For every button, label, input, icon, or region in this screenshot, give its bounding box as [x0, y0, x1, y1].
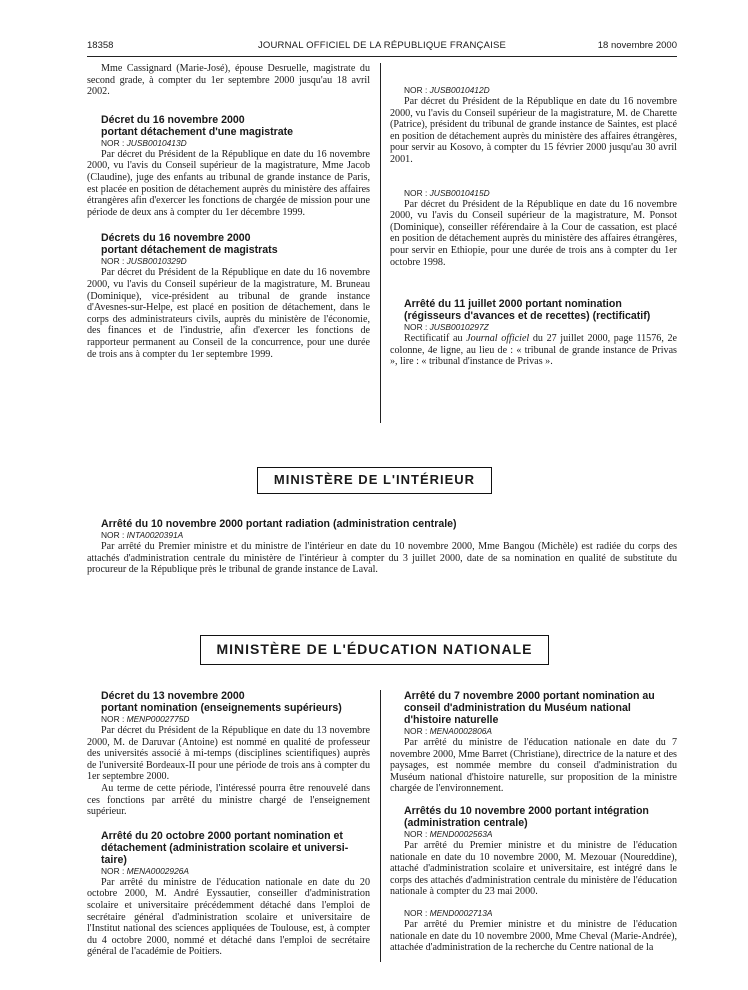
decree-title: Décrets du 16 novembre 2000 — [101, 232, 251, 245]
ministry-heading-interieur: MINISTÈRE DE L'INTÉRIEUR — [257, 467, 492, 494]
arrete-subtitle: d'histoire naturelle — [404, 714, 499, 726]
education-right-column — [390, 690, 677, 954]
header-rule — [87, 56, 677, 57]
column-divider — [380, 690, 381, 962]
journal-title: JOURNAL OFFICIEL DE LA RÉPUBLIQUE FRANÇAISE — [257, 40, 507, 51]
top-right-column — [390, 63, 677, 368]
rectificatif-body: Rectificatif au Journal officiel du 27 juillet 2000, page 11576, 2e colonne, 4e ligne, au lieu de : « tribunal de grande instance de Privas », lire : « tribunal d'instance de Privas ». — [390, 333, 677, 368]
page-header — [87, 40, 677, 54]
decree-subtitle: portant détachement d'une magistrate — [101, 125, 294, 138]
arrete-subtitle: détachement (administration scolaire et universi- — [101, 841, 349, 854]
nor-reference: NOR : JUSB0010329D — [101, 256, 187, 267]
decree-body: Par décret du Président de la République en date du 16 novembre 2000, vu l'avis du Conseil supérieur de la magistrature, Mme Jacob (Claudine), juge des enfants au tribunal de grande instance de Paris, est placée en position de détachement auprès du ministère des affaires étrangères afin d'exercer les fonctions de chargée de mission pour une période de deux ans à compter du 1er décembre 1999. — [87, 148, 370, 218]
arrete-subtitle: conseil d'administration du Muséum national — [404, 702, 631, 714]
column-divider — [380, 63, 381, 423]
nor-reference: NOR : JUSB0010415D — [404, 187, 490, 198]
arrete-subtitle: (administration centrale) — [404, 816, 528, 829]
arrete-subtitle: taire) — [101, 853, 127, 866]
arrete-subtitle: (régisseurs d'avances et de recettes) (rectificatif) — [404, 310, 651, 323]
nor-reference: NOR : MENP0002775D — [101, 714, 190, 724]
decree-body: Par décret du Président de la République en date du 13 novembre 2000, M. de Daruvar (Antoine) est nommé en qualité de professeur des universités associé à mi-temps (disciplines scientifiques) auprès de l'université Bordeaux-II pour une période de trois ans à compter du 1er septembre 2000. — [87, 725, 370, 783]
arrete-title: Arrêtés du 10 novembre 2000 portant intégration — [404, 804, 649, 817]
interieur-section — [87, 518, 677, 576]
arrete-body: Par arrêté du ministre de l'éducation nationale en date du 20 octobre 2000, M. André Eyssautier, conseiller d'administration scolaire et universitaire précédemment détaché dans l'emploi de secrétaire général d'administration scolaire et universitaire de l'Institut national des sciences appliquées de Toulouse, est, à compter du 4 octobre 2000, nommé et détaché dans l'emploi de secrétaire général de l'académie de Poitiers. — [87, 876, 370, 958]
nor-reference: NOR : INTA0020391A — [101, 530, 184, 540]
issue-date: 18 novembre 2000 — [597, 40, 677, 51]
arrete-body: Par arrêté du Premier ministre et du ministre de l'éducation nationale en date du 10 novembre 2000, Mme Cheval (Marie-Andrée), attachée d'administration de la recherche du Centre national de la — [390, 918, 677, 954]
arrete-title: Arrêté du 10 novembre 2000 portant radiation (administration centrale) — [101, 518, 457, 530]
nor-reference: NOR : JUSB0010413D — [101, 137, 187, 148]
decree-subtitle: portant nomination (enseignements supérieurs) — [101, 702, 342, 714]
nor-reference: NOR : JUSB0010412D — [404, 85, 490, 95]
decree-body: Au terme de cette période, l'intéressé pourra être renouvelé dans ces fonctions par arrêté du ministre chargé de l'enseignement supérieur. — [87, 782, 370, 818]
decree-body: Par décret du Président de la République en date du 16 novembre 2000, vu l'avis du Conseil supérieur de la magistrature, M. de Charette (Patrice), président du tribunal de grande instance de Saintes, est placé en position de détachement auprès du ministère des affaires étrangères, pour servir au Kosovo, à compter du 15 février 2000 jusqu'au 30 avril 2001. — [390, 96, 677, 165]
decree-body: Par décret du Président de la République en date du 16 novembre 2000, vu l'avis du Conseil supérieur de la magistrature, M. Bruneau (Dominique), vice-président au tribunal de grande instance d'Avesnes-sur-Helpe, est placé en position de détachement, dans le corps des administrateurs civils, auprès du ministère de l'économie, des finances et de l'industrie, afin d'exercer les fonctions de rapporteur permanent au Conseil de la concurrence, pour une durée de trois ans à compter du 1er septembre 1999. — [87, 267, 370, 360]
arrete-title: Arrêté du 7 novembre 2000 portant nomination au — [404, 690, 655, 702]
education-left-column — [87, 690, 370, 958]
nor-reference: NOR : JUSB0010297Z — [404, 322, 489, 333]
nor-reference: NOR : MEND0002713A — [404, 907, 493, 918]
page-number: 18358 — [87, 40, 114, 51]
decree-title: Décret du 13 novembre 2000 — [101, 690, 245, 702]
arrete-body: Par arrêté du Premier ministre et du ministre de l'éducation nationale en date du 10 novembre 2000, M. Mezouar (Noureddine), attaché d'administration scolaire et universitaire, est intégré dans le corps des attachés d'administration centrale du ministère de l'éducation nationale à compter du 23 mai 2000. — [390, 839, 677, 898]
nor-reference: NOR : MENA0002806A — [404, 726, 492, 736]
decree-title: Décret du 16 novembre 2000 — [101, 113, 245, 126]
nor-reference: NOR : MEND0002563A — [404, 828, 493, 839]
top-left-column — [87, 63, 370, 360]
decree-subtitle: portant détachement de magistrats — [101, 244, 278, 257]
intro-paragraph: Mme Cassignard (Marie-José), épouse Desruelle, magistrate du second grade, à compter du 1er septembre 2000 jusqu'au 18 avril 2002. — [87, 63, 370, 98]
ministry-heading-education: MINISTÈRE DE L'ÉDUCATION NATIONALE — [200, 635, 549, 665]
arrete-title: Arrêté du 11 juillet 2000 portant nomination — [404, 298, 622, 311]
arrete-body: Par arrêté du ministre de l'éducation nationale en date du 7 novembre 2000, Mme Barret (Christiane), directrice de la nature et des paysages, est nommée membre du conseil d'administration du Muséum national d'histoire naturelle, sur proposition de la ministre chargée de l'environnement. — [390, 737, 677, 795]
decree-body: Par décret du Président de la République en date du 16 novembre 2000, vu l'avis du Conseil supérieur de la magistrature, M. Ponsot (Dominique), conseiller référendaire à la Cour de cassation, est placé en position de détachement auprès du ministère des affaires étrangères, pour servir en Ethiopie, pour une durée de trois ans à compter du 1er octobre 1998. — [390, 198, 677, 268]
nor-reference: NOR : MENA0002926A — [101, 865, 189, 876]
arrete-title: Arrêté du 20 octobre 2000 portant nomination et — [101, 829, 343, 842]
arrete-body: Par arrêté du Premier ministre et du ministre de l'intérieur en date du 10 novembre 2000, Mme Bangou (Michèle) est radiée du corps des attachés d'administration centrale du ministère de l'intérieur à compter du 3 juillet 2000, date de sa nomination en qualité de substitute du procureur de la République près le tribunal de grande instance de Laval. — [87, 541, 677, 576]
